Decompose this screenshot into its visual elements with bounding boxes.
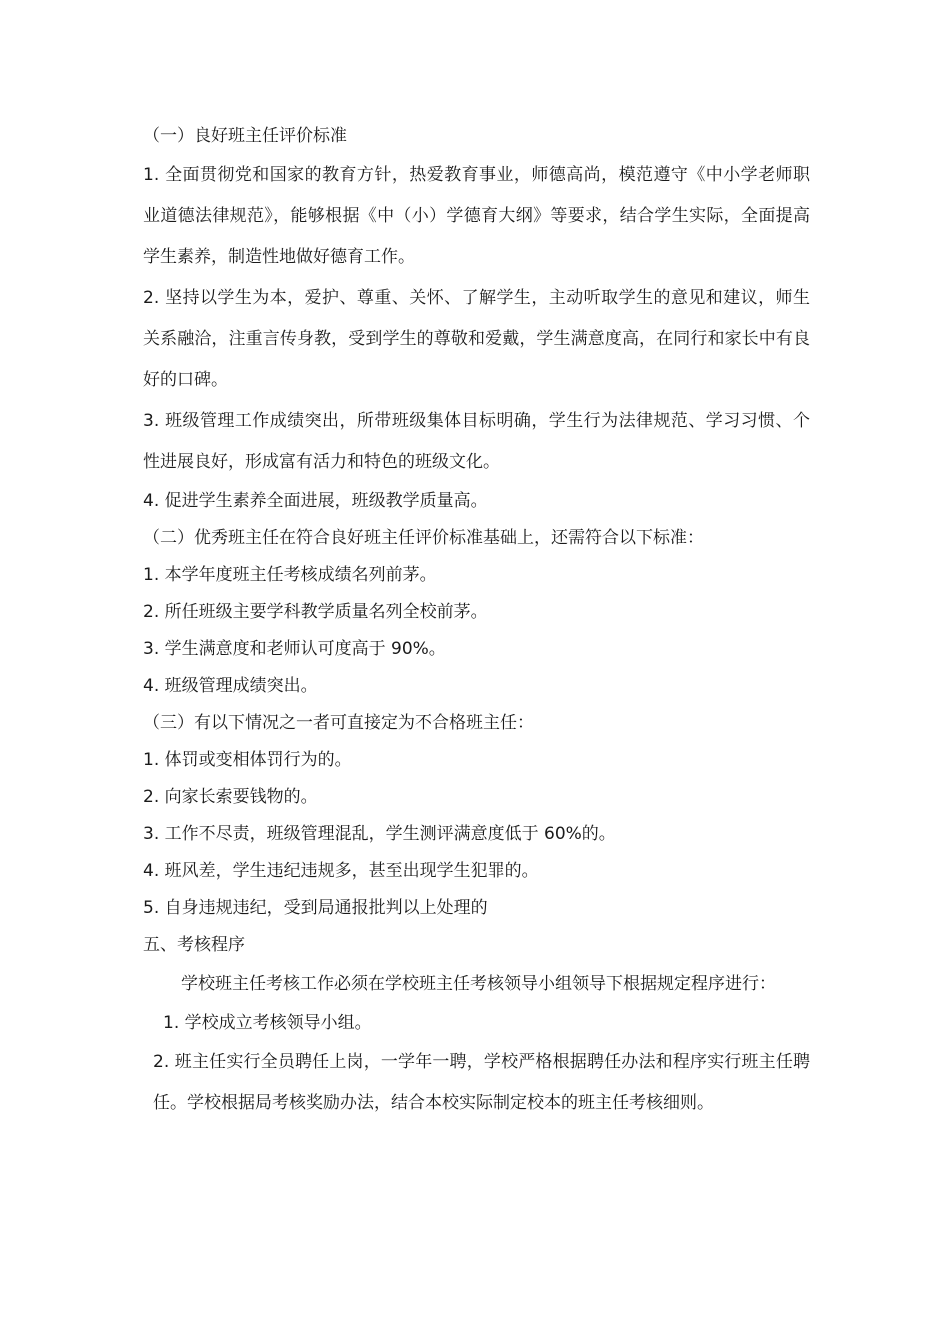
unqualified-item-3: 3. 工作不尽责，班级管理混乱，学生测评满意度低于 60%的。	[143, 824, 616, 844]
excellent-criterion-2: 2. 所任班级主要学科教学质量名列全校前茅。	[143, 602, 488, 622]
paragraph-criterion-1: 1. 全面贯彻党和国家的教育方针，热爱教育事业，师德高尚，模范遵守《中小学老师职业道德法律规范》，能够根据《中（小）学德育大纲》等要求，结合学生实际，全面提高学生素养，制造性地做好德育工作。	[143, 165, 810, 267]
excellent-criterion-1: 1. 本学年度班主任考核成绩名列前茅。	[143, 565, 437, 585]
section-heading-unqualified: （三）有以下情况之一者可直接定为不合格班主任：	[143, 713, 534, 733]
excellent-criterion-3: 3. 学生满意度和老师认可度高于 90%。	[143, 639, 446, 659]
paragraph-criterion-4: 4. 促进学生素养全面进展，班级教学质量高。	[143, 491, 488, 511]
unqualified-item-5: 5. 自身违规违纪，受到局通报批判以上处理的	[143, 898, 488, 918]
unqualified-item-1: 1. 体罚或变相体罚行为的。	[143, 750, 352, 770]
procedure-step-1: 1. 学校成立考核领导小组。	[163, 1013, 372, 1033]
excellent-criterion-4: 4. 班级管理成绩突出。	[143, 676, 318, 696]
procedure-intro-paragraph: 学校班主任考核工作必须在学校班主任考核领导小组领导下根据规定程序进行：	[181, 974, 776, 994]
section-heading-excellent-teacher: （二）优秀班主任在符合良好班主任评价标准基础上，还需符合以下标准：	[143, 528, 704, 548]
section-heading-good-teacher: （一）良好班主任评价标准	[143, 126, 347, 146]
section-heading-procedure: 五、考核程序	[143, 935, 245, 955]
unqualified-item-4: 4. 班风差，学生违纪违规多，甚至出现学生犯罪的。	[143, 861, 539, 881]
paragraph-criterion-2: 2. 坚持以学生为本，爱护、尊重、关怀、了解学生，主动听取学生的意见和建议，师生关系融洽，注重言传身教，受到学生的尊敬和爱戴，学生满意度高，在同行和家长中有良好的口碑。	[143, 288, 810, 390]
unqualified-item-2: 2. 向家长索要钱物的。	[143, 787, 318, 807]
procedure-step-2: 2. 班主任实行全员聘任上岗，一学年一聘，学校严格根据聘任办法和程序实行班主任聘任。学校根据局考核奖励办法，结合本校实际制定校本的班主任考核细则。	[153, 1052, 810, 1113]
paragraph-criterion-3: 3. 班级管理工作成绩突出，所带班级集体目标明确，学生行为法律规范、学习习惯、个性进展良好，形成富有活力和特色的班级文化。	[143, 411, 810, 472]
